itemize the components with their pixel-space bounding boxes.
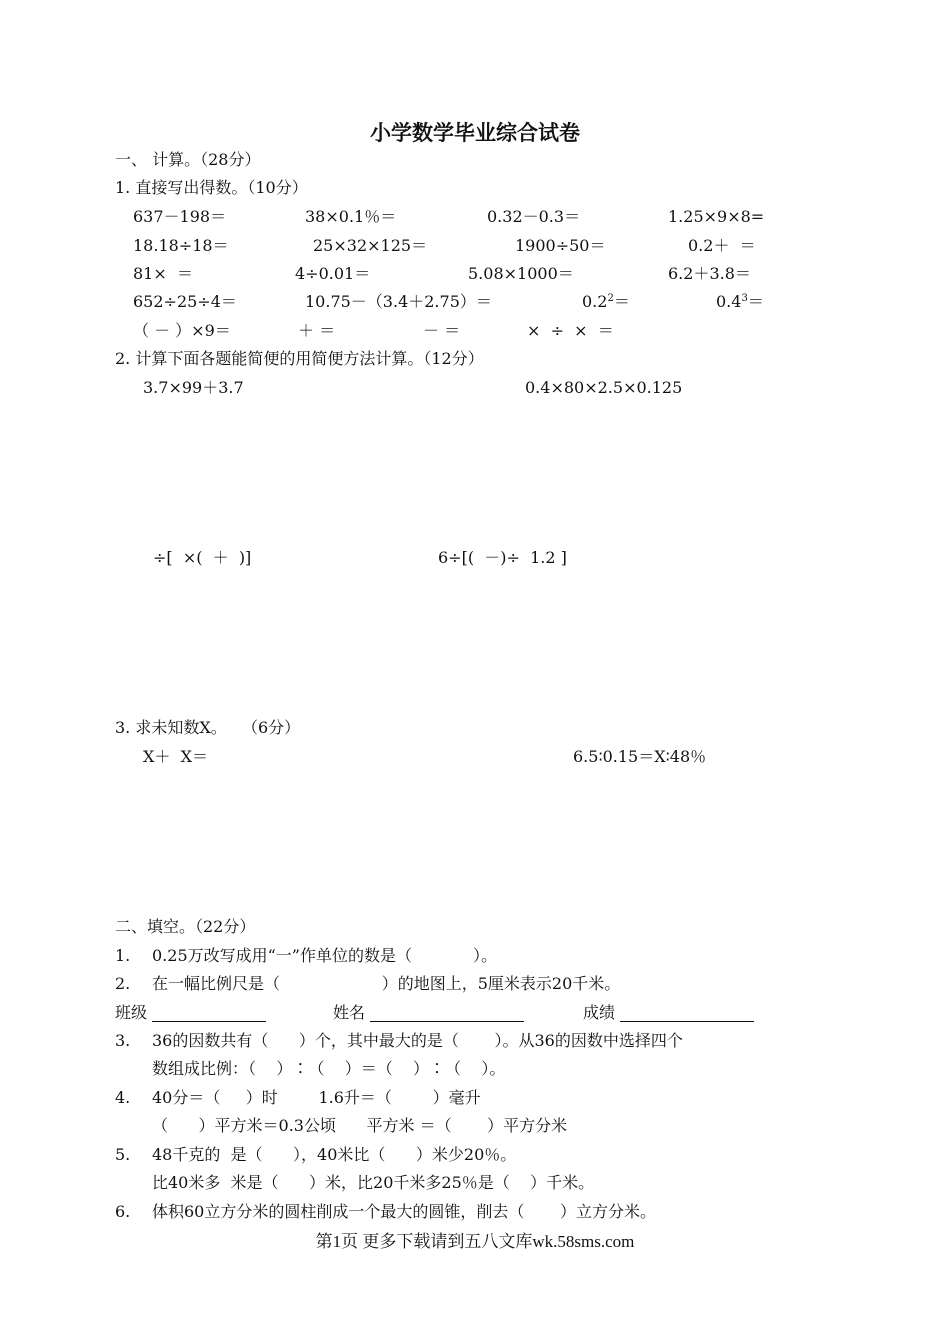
score-label: 成绩 — [583, 1003, 616, 1022]
class-blank[interactable] — [152, 1021, 266, 1022]
name-blank[interactable] — [370, 1021, 524, 1022]
score-blank[interactable] — [620, 1021, 754, 1022]
page-title: 小学数学毕业综合试卷 — [370, 120, 580, 145]
q2-heading: 2. 计算下面各题能简便的用简便方法计算。（12分） — [115, 349, 484, 368]
simplify-item: 3.7×99＋3.7 — [143, 378, 244, 397]
calc-item: 18.18÷18＝ — [133, 236, 229, 255]
page-footer: 第1页 更多下载请到五八文库wk.58sms.com — [315, 1232, 635, 1251]
fill-q-text: 48千克的 是（ ），40米比（ ）米少20％。 — [152, 1145, 517, 1164]
fill-q-text: （ ）平方米＝0.3公顷 平方米 ＝（ ）平方分米 — [152, 1116, 568, 1135]
simplify-item: 6÷[( －)÷ 1.2 ] — [438, 548, 567, 567]
equation-item: X＋ X＝ — [143, 747, 208, 766]
calc-item: 25×32×125＝ — [313, 236, 428, 255]
calc-item: 1900÷50＝ — [515, 236, 606, 255]
section-1-heading: 一、 计算。（28分） — [115, 150, 261, 169]
equation-item: 6.5∶0.15＝X∶48％ — [573, 747, 707, 766]
fill-q-text: 0.25万改写成用“一”作单位的数是（ ）。 — [152, 946, 498, 965]
calc-item: 6.2＋3.8＝ — [668, 264, 751, 283]
calc-item: 4÷0.01＝ — [295, 264, 371, 283]
calc-item: 10.75－（3.4＋2.75）＝ — [305, 292, 492, 311]
fill-q-text: 在一幅比例尺是（ ）的地图上，5厘米表示20千米。 — [152, 974, 621, 993]
fill-q-num: 1. — [115, 946, 131, 965]
fill-q-num: 2. — [115, 974, 131, 993]
calc-item: × ÷ × ＝ — [527, 321, 614, 340]
calc-item: （ － ）×9＝ — [133, 321, 231, 340]
fill-q-num: 6. — [115, 1202, 131, 1221]
fill-q-text: 数组成比例：（ ）∶（ ）＝（ ）∶（ ）。 — [152, 1059, 506, 1078]
fill-q-num: 4. — [115, 1088, 131, 1107]
class-label: 班级 — [115, 1003, 148, 1022]
calc-item-power: $0.4^3=$ — [716, 292, 764, 311]
calc-item-power: $0.2^2=$ — [582, 292, 630, 311]
simplify-item: ÷[ ×( ＋ )] — [153, 548, 252, 567]
calc-item: ＋ ＝ — [298, 321, 336, 340]
fill-q-text: 40分＝（ ）时 1.6升＝（ ）毫升 — [152, 1088, 481, 1107]
calc-item: 5.08×1000＝ — [468, 264, 574, 283]
calc-item: － ＝ — [423, 321, 461, 340]
fill-q-text: 比40米多 米是（ ）米，比20千米多25％是（ ）千米。 — [152, 1173, 595, 1192]
simplify-item: 0.4×80×2.5×0.125 — [525, 378, 683, 397]
calc-item: 0.32－0.3＝ — [487, 207, 581, 226]
calc-item: 38×0.1％＝ — [305, 207, 397, 226]
fill-q-num: 3. — [115, 1031, 131, 1050]
name-label: 姓名 — [333, 1003, 366, 1022]
q3-heading: 3. 求未知数X。 （6分） — [115, 718, 301, 737]
calc-item: 0.2＋ ＝ — [688, 236, 756, 255]
fill-q-num: 5. — [115, 1145, 131, 1164]
calc-item: 652÷25÷4＝ — [133, 292, 237, 311]
fill-q-text: 体积60立方分米的圆柱削成一个最大的圆锥，削去（ ）立方分米。 — [152, 1202, 656, 1221]
calc-item: 1.25×9×8= — [668, 207, 765, 226]
fill-q-text: 36的因数共有（ ）个，其中最大的是（ ）。从36的因数中选择四个 — [152, 1031, 683, 1050]
calc-item: 81× ＝ — [133, 264, 193, 283]
calc-item: 637－198＝ — [133, 207, 227, 226]
q1-heading: 1. 直接写出得数。（10分） — [115, 178, 308, 197]
section-2-heading: 二、填空。（22分） — [115, 917, 256, 936]
